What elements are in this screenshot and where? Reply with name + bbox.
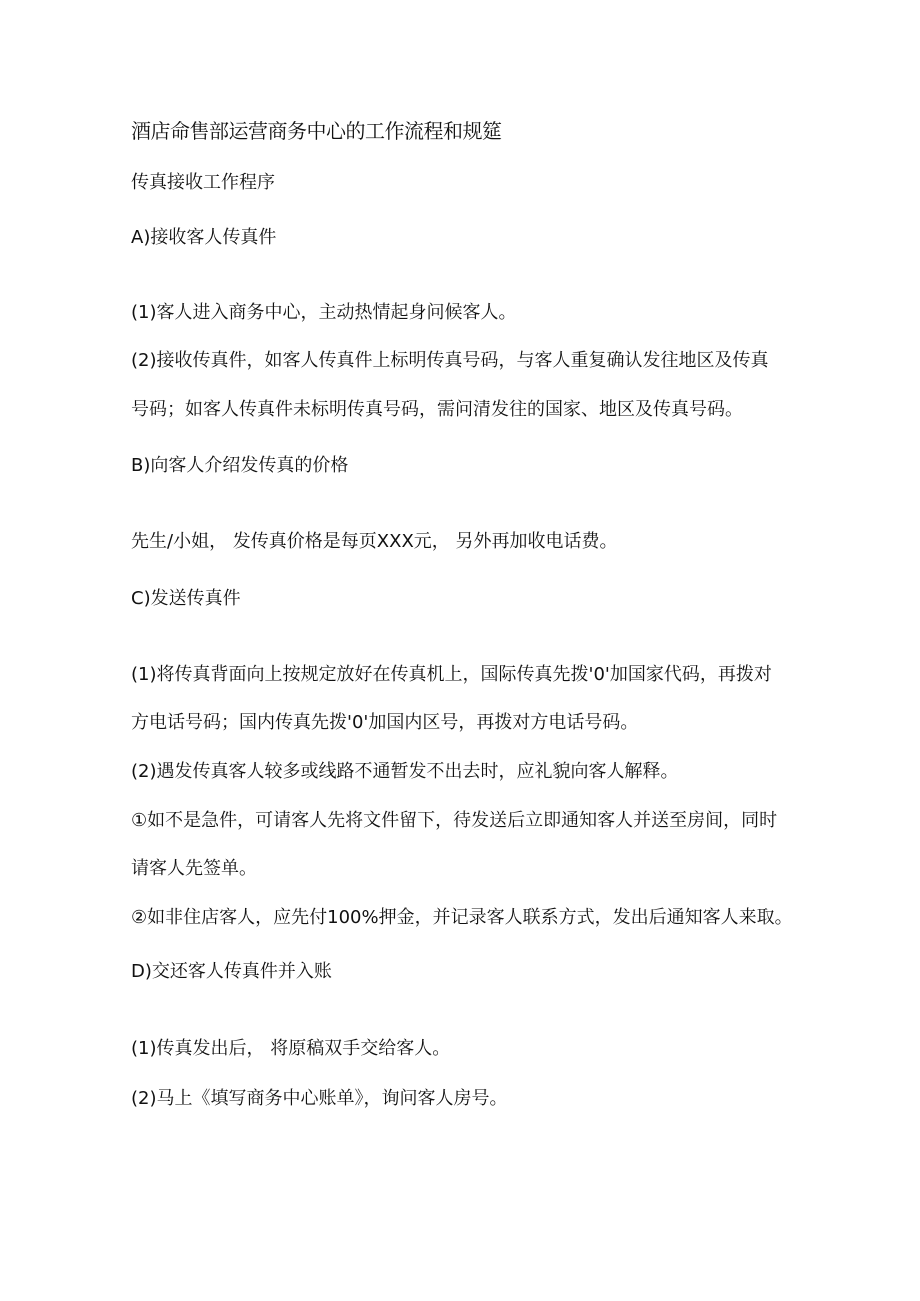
section-c-item-2: (2)遇发传真客人较多或线路不通暂发不出去时，应礼貌向客人解释。 [131, 761, 679, 782]
section-a-item-1: (1)客人进入商务中心，主动热情起身问候客人。 [131, 302, 517, 323]
section-a-item-2-line-2: 号码；如客人传真件未标明传真号码，需问清发往的国家、地区及传真号码。 [131, 399, 743, 420]
document-subtitle: 传真接收工作程序 [131, 172, 275, 193]
section-c-sub-1-line-2: 请客人先签单。 [131, 858, 257, 879]
section-c-item-1-line-1: (1)将传真背面向上按规定放好在传真机上，国际传真先拨'0'加国家代码，再拨对 [131, 664, 772, 685]
section-c-heading: C)发送传真件 [131, 588, 241, 609]
section-b-heading: B)向客人介绍发传真的价格 [131, 455, 349, 476]
section-c-sub-1-line-1: ①如不是急件，可请客人先将文件留下，待发送后立即通知客人并送至房间，同时 [131, 810, 778, 831]
document-title: 酒店命售部运营商务中心的工作流程和规筵 [131, 119, 502, 143]
section-c-item-1-line-2: 方电话号码；国内传真先拨'0'加国内区号，再拨对方电话号码。 [131, 712, 639, 733]
section-d-heading: D)交还客人传真件并入账 [131, 961, 332, 982]
section-c-sub-2: ②如非住店客人，应先付100%押金，并记录客人联系方式，发出后通知客人来取。 [131, 907, 793, 928]
section-d-item-1: (1)传真发出后， 将原稿双手交给客人。 [131, 1038, 451, 1059]
section-a-heading: A)接收客人传真件 [131, 227, 277, 248]
section-a-item-2-line-1: (2)接收传真件，如客人传真件上标明传真号码，与客人重复确认发往地区及传真 [131, 350, 769, 371]
section-d-item-2: (2)马上《填写商务中心账单》，询问客人房号。 [131, 1088, 508, 1109]
section-b-text: 先生/小姐， 发传真价格是每页XXX元， 另外再加收电话费。 [131, 531, 618, 552]
